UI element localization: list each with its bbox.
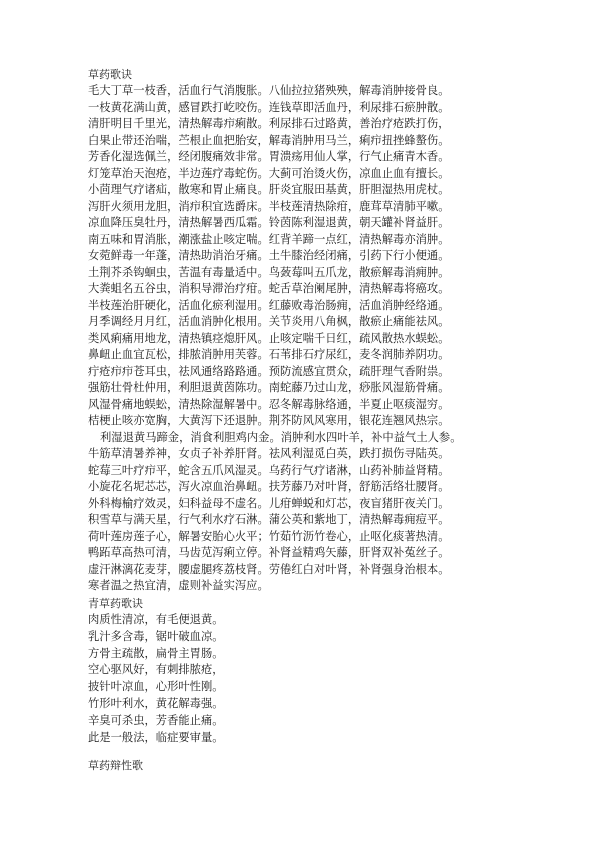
verse-line: 南五味和胃消胀，潮涨盐止咳定喘。红背羊蹄一点红，清热解毒亦消肿。 xyxy=(88,232,450,246)
verse-line: 寒者温之热宜清，虚则补益实泻应。 xyxy=(88,579,269,592)
verse-line: 小茴理气疗诸疝，散寒和胃止痛良。肝炎宜服田基黄，肝胆湿热用虎杖。 xyxy=(88,183,450,196)
verse-line: 此是一般法，临症要审量。 xyxy=(88,730,224,744)
verse-line: 虚汗淋漓花麦芽，腰虚腿疼荔枝肾。劳倦红白对叶肾，补肾强身治根本。 xyxy=(88,562,450,576)
verse-line: 乳汁多含毒，锯叶破血凉。 xyxy=(88,629,224,643)
verse-line: 鼻衄止血宜瓦松，排脓消肿用芙蓉。石苇排石疗尿红，麦冬润肺养阴功。 xyxy=(88,348,450,361)
verse-line: 方骨主疏散，扁骨主胃肠。 xyxy=(88,646,224,660)
verse-line: 毛大丁草一枝香，活血行气消腹胀。八仙拉拉猪殃殃，解毒消肿接骨良。 xyxy=(88,84,450,97)
verse-line: 风湿骨痛地蜈蚣，清热除湿解暑中。忍冬解毒脉络通，半夏止呕痰湿穷。 xyxy=(88,397,450,411)
verse-line: 一枝黄花满山黄，感冒跌打屹咬伤。连钱草即活血丹，利尿排石瘀肿散。 xyxy=(88,100,450,114)
verse-line: 利湿退黄马蹄金，消食利胆鸡内金。消肿利水四叶羊，补中益气土人参。 xyxy=(100,430,462,444)
verse-line: 凉血降压臭牡丹，清热解暑西瓜霜。铃茵陈利湿退黄，朝天罐补肾益肝。 xyxy=(88,216,450,229)
verse-line: 灯笼草治天泡疮，半边莲疗毒蛇伤。大蓟可治烫火伤，凉血止血有擅长。 xyxy=(88,166,450,180)
verse-line: 荷叶莲房莲子心，解暑安胎心火平；竹茹竹沥竹卷心，止呕化痰著热清。 xyxy=(88,529,450,543)
verse-line: 半枝莲治肝硬化，活血化瘀利湿用。红藤败毒治肠痈，活血消肿经络通。 xyxy=(88,298,450,312)
verse-line: 土荆芥杀钩蛔虫，苦温有毒量适中。鸟蔹莓叫五爪龙，散瘀解毒消痈肿。 xyxy=(88,265,450,279)
verse-line: 积雪草与满天星，行气利水疗石淋。蒲公英和紫地丁，清热解毒痈痘平。 xyxy=(88,513,450,526)
verse-line: 桔梗止咳亦宽胸，大黄泻下还退肿。荆芥防风风寒用，银花连翘风热宗。 xyxy=(88,414,450,427)
section-title: 草药辩性歌 xyxy=(88,759,143,772)
verse-line: 外科梅榆疗效灵，妇科益母不虚名。儿疳蝉蜕和灯芯，夜盲猪肝夜关门。 xyxy=(88,496,450,510)
verse-line: 肉质性清凉，有毛便退黄。 xyxy=(88,613,224,626)
verse-line: 芳香化湿选佩兰，经闭腹痛效非常。胃溃疡用仙人掌，行气止痛青木香。 xyxy=(88,150,450,163)
verse-line: 鸭跖草高热可清，马齿苋泻痢立停。补肾益精鸡矢藤，肝肾双补菟丝子。 xyxy=(88,546,450,559)
verse-line: 牛筋草清暑养神，女贞子补养肝肾。祛风利湿觅白英，跌打损伤寻陆英。 xyxy=(88,447,450,460)
verse-line: 大粪蛆名五谷虫，消积导滞治疗疳。蛇舌草治阑尾肿，清热解毒将癌攻。 xyxy=(88,282,450,295)
verse-line: 辛臭可杀虫，芳香能止痛。 xyxy=(88,713,224,727)
verse-lines xyxy=(88,612,528,746)
verse-line: 小旋花名坭芯芯，泻火凉血治鼻衄。扶芳藤乃对叶肾，舒筋活络壮腰肾。 xyxy=(88,480,450,493)
verse-line: 强筋壮骨杜仲用，利胆退黄茵陈功。南蛇藤乃过山龙，痧胀风湿筋骨痛。 xyxy=(88,381,450,394)
verse-line: 披针叶凉血，心形叶性刚。 xyxy=(88,680,224,694)
verse-line: 空心驱风好，有刺排脓疮， xyxy=(88,663,224,677)
section-herb-nature-song xyxy=(88,757,528,774)
section-herbal-verses xyxy=(88,66,528,595)
verse-line: 蛇莓三叶疗疖平，蛇含五爪风湿灵。乌药行气疗诸淋，山药补肺益肾精。 xyxy=(88,463,450,477)
verse-lines xyxy=(88,83,528,595)
verse-line: 泻肝火须用龙胆，消疖积宜选爵床。半枝莲清热除疳，鹿茸草清肺平嗽。 xyxy=(88,199,450,213)
section-green-herb-verses xyxy=(88,595,528,746)
verse-line: 月季调经月月红，活血消肿化根用。关节炎用八角枫，散瘀止痛能祛风。 xyxy=(88,315,450,328)
verse-line: 疔疮疖疖苍耳虫，祛风通络路路通。预防流感宜贯众，疏肝理气香附祟。 xyxy=(88,364,450,378)
verse-line: 竹形叶利水，黄花解毒强。 xyxy=(88,696,224,710)
verse-line: 清肝明目千里光，清热解毒疖痢散。利尿排石过路黄，善治疗疮跌打伤， xyxy=(88,117,450,130)
section-title: 青草药歌诀 xyxy=(88,597,143,610)
verse-line: 白果止带还治喘，苎根止血把胎安，解毒消肿用马兰，痢疖扭挫蜂螯伤。 xyxy=(88,133,450,147)
verse-line: 类风痢痛用地龙，清热镇痉熄肝风。止咳定喘千日红，疏风散热水蜈蚣。 xyxy=(88,331,450,345)
section-title: 草药歌诀 xyxy=(88,68,132,81)
verse-line: 女菀鲜毒一年蓬，清热助消治牙痛。土牛膝治经闭痛，引药下行小便通。 xyxy=(88,249,450,262)
